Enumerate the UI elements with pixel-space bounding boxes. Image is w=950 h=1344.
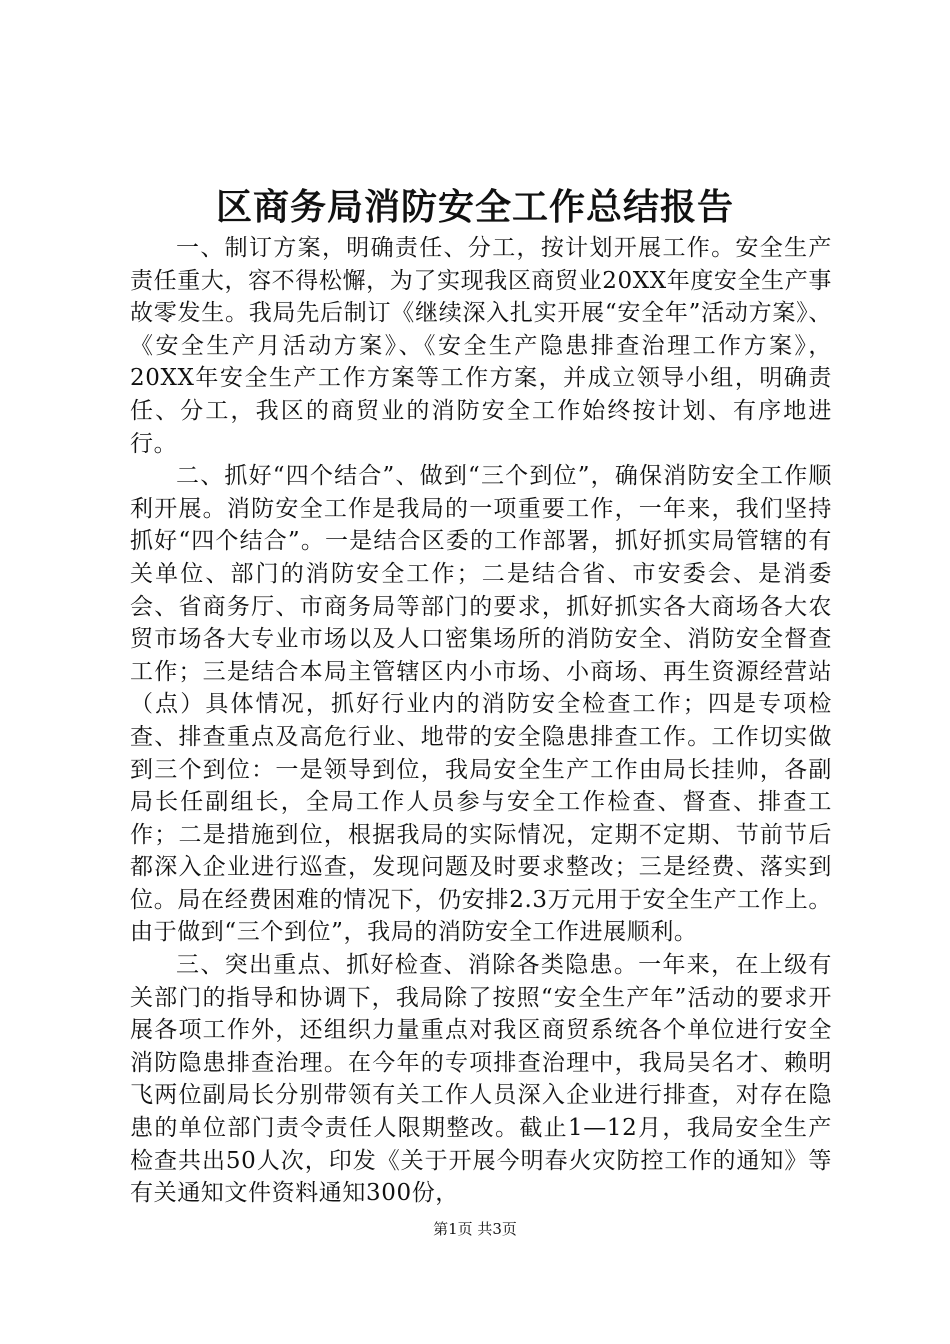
paragraph-3: 三、突出重点、抓好检查、消除各类隐患。一年来，在上级有关部门的指导和协调下，我局除了按照“安全生产年”活动的要求开展各项工作外，还组织力量重点对我区商贸系统各个单位进行安全消防隐患排查治理。在今年的专项排查治理中，我局吴名才、赖明飞两位副局长分别带领有关工作人员深入企业进行排查，对存在隐患的单位部门责令责任人限期整改。截止1—12月，我局安全生产检查共出50人次，印发《关于开展今明春火灾防控工作的通知》等有关通知文件资料通知300份，	[130, 952, 832, 1207]
document-title: 区商务局消防安全工作总结报告	[215, 187, 734, 228]
paragraph-2: 二、抓好“四个结合”、做到“三个到位”，确保消防安全工作顺利开展。消防安全工作是我局的一项重要工作，一年来，我们坚持抓好“四个结合”。一是结合区委的工作部署，抓好抓实局管辖的有关单位、部门的消防安全工作；二是结合省、市安委会、是消委会、省商务厅、市商务局等部门的要求，抓好抓实各大商场各大农贸市场各大专业市场以及人口密集场所的消防安全、消防安全督查工作；三是结合本局主管辖区内小市场、小商场、再生资源经营站（点）具体情况，抓好行业内的消防安全检查工作；四是专项检查、排查重点及高危行业、地带的安全隐患排查工作。工作切实做到三个到位：一是领导到位，我局安全生产工作由局长挂帅，各副局长任副组长，全局工作人员参与安全工作检查、督查、排查工作；二是措施到位，根据我局的实际情况，定期不定期、节前节后都深入企业进行巡查，发现问题及时要求整改；三是经费、落实到位。局在经费困难的情况下，仍安排2.3万元用于安全生产工作上。由于做到“三个到位”，我局的消防安全工作进展顺利。	[130, 463, 832, 946]
page-footer: 第1页 共3页	[433, 1220, 517, 1238]
document-body	[130, 232, 832, 1210]
paragraph-1: 一、制订方案，明确责任、分工，按计划开展工作。安全生产责任重大，容不得松懈，为了实现我区商贸业20XX年度安全生产事故零发生。我局先后制订《继续深入扎实开展“安全年”活动方案》、《安全生产月活动方案》、《安全生产隐患排查治理工作方案》，20XX年安全生产工作方案等工作方案，并成立领导小组，明确责任、分工，我区的商贸业的消防安全工作始终按计划、有序地进行。	[130, 235, 832, 457]
